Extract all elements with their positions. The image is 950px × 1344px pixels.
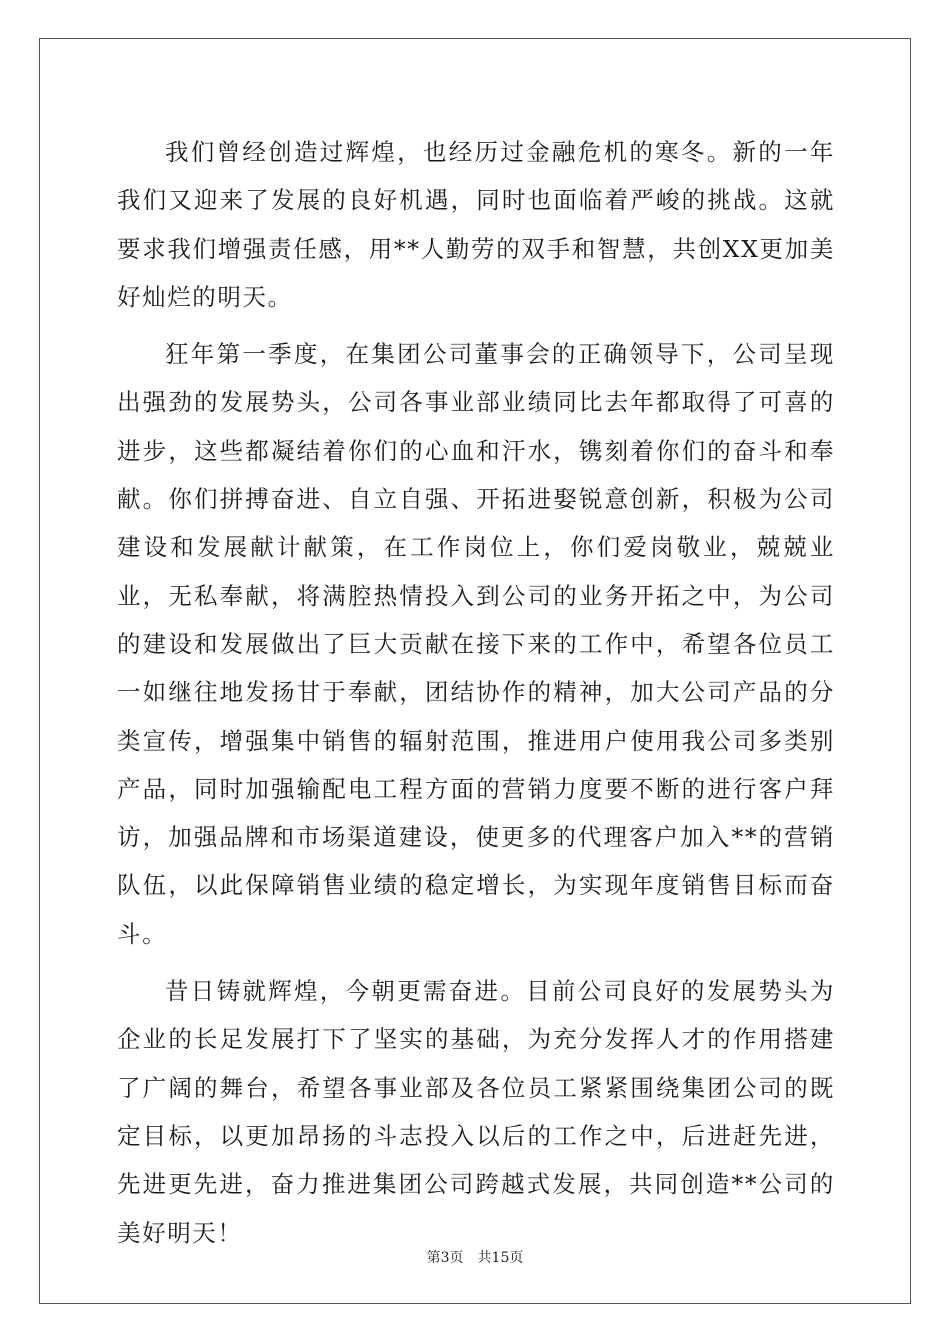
paragraph-1: 我们曾经创造过辉煌，也经历过金融危机的寒冬。新的一年我们又迎来了发展的良好机遇，同时也面临着严峻的挑战。这就要求我们增强责任感，用**人勤劳的双手和智慧，共创XX更加美好灿烂的明天。	[117, 138, 835, 311]
paragraph-2: 狂年第一季度，在集团公司董事会的正确领导下，公司呈现出强劲的发展势头，公司各事业部业绩同比去年都取得了可喜的进步，这些都凝结着你们的心血和汗水，镌刻着你们的奋斗和奉献。你们拼搏奋进、自立自强、开拓进娶锐意创新，积极为公司建设和发展献计献策，在工作岗位上，你们爱岗敬业，兢兢业业，无私奉献，将满腔热情投入到公司的业务开拓之中，为公司的建设和发展做出了巨大贡献在接下来的工作中，希望各位员工一如继往地发扬甘于奉献，团结协作的精神，加大公司产品的分类宣传，增强集中销售的辐射范围，推进用户使用我公司多类别产品，同时加强输配电工程方面的营销力度要不断的进行客户拜访，加强品牌和市场渠道建设，使更多的代理客户加入**的营销队伍，以此保障销售业绩的稳定增长，为实现年度销售目标而奋斗。	[117, 340, 835, 948]
paragraph-3: 昔日铸就辉煌，今朝更需奋进。目前公司良好的发展势头为企业的长足发展打下了坚实的基础，为充分发挥人才的作用搭建了广阔的舞台，希望各事业部及各位员工紧紧围绕集团公司的既定目标，以更加昂扬的斗志投入以后的工作之中，后进赶先进，先进更先进，奋力推进集团公司跨越式发展，共同创造**公司的美好明天！	[117, 977, 835, 1247]
page-number: 第3页	[426, 1250, 464, 1266]
document-body	[117, 128, 835, 1266]
page-footer	[0, 1248, 950, 1268]
page-total: 共15页	[477, 1250, 524, 1266]
